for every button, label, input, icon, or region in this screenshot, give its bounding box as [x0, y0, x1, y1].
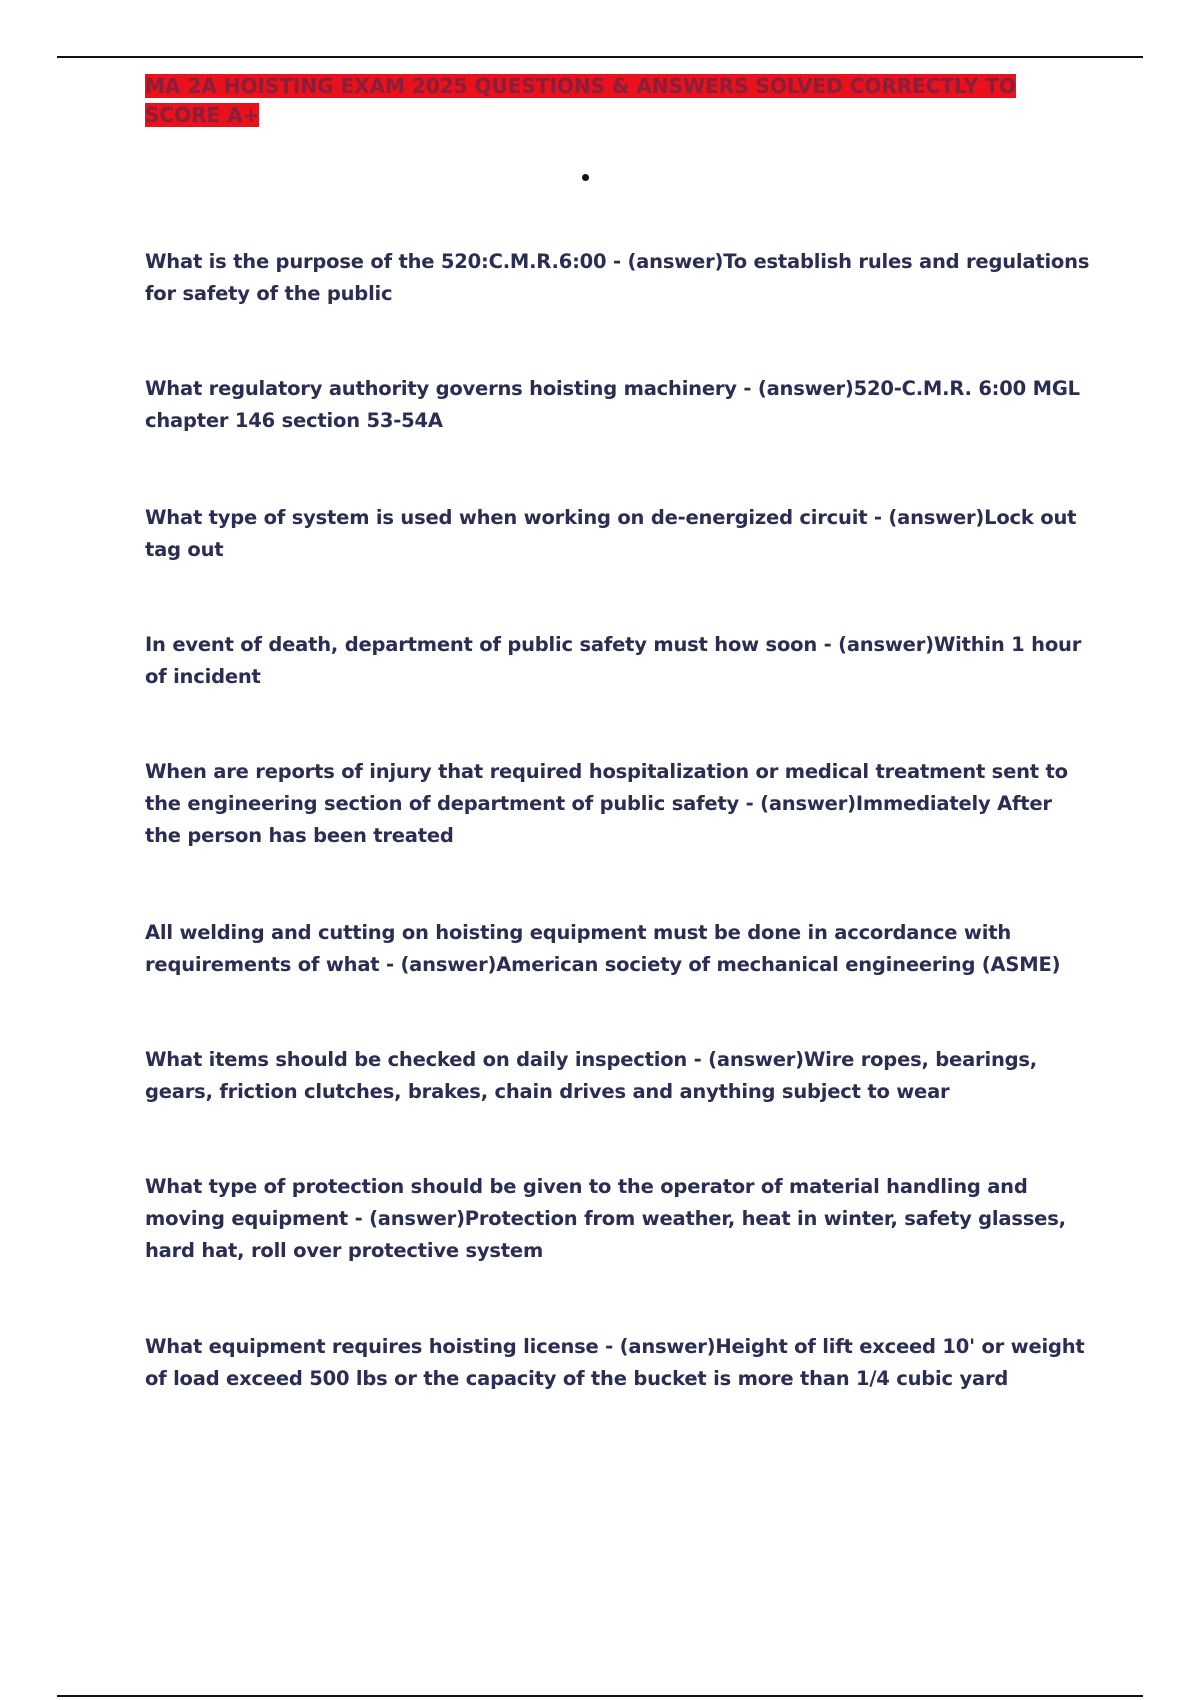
qa-item: What regulatory authority governs hoisting machinery - (answer)520-C.M.R. 6:00 MGL chapter 146 section 53-54A: [145, 377, 1080, 432]
qa-item: What items should be checked on daily inspection - (answer)Wire ropes, bearings, gears, friction clutches, brakes, chain drives and anything subject to wear: [145, 1048, 1037, 1103]
qa-item: What type of system is used when working on de-energized circuit - (answer)Lock out tag out: [145, 506, 1077, 561]
document-title-text: MA 2A HOISTING EXAM 2025 QUESTIONS & ANSWERS SOLVED CORRECTLY TO SCORE A+: [145, 74, 1016, 127]
qa-item: What is the purpose of the 520:C.M.R.6:00 - (answer)To establish rules and regulations for safety of the public: [145, 250, 1090, 305]
qa-item: What equipment requires hoisting license - (answer)Height of lift exceed 10' or weight of load exceed 500 lbs or the capacity of the bucket is more than 1/4 cubic yard: [145, 1335, 1085, 1390]
qa-item: What type of protection should be given to the operator of material handling and moving equipment - (answer)Protection from weather, heat in winter, safety glasses, hard hat, roll over protective system: [145, 1175, 1066, 1262]
bottom-rule: [57, 1695, 1143, 1697]
qa-item: In event of death, department of public safety must how soon - (answer)Within 1 hour of incident: [145, 633, 1082, 688]
top-rule: [57, 56, 1143, 58]
bullet-dot: [582, 174, 589, 181]
qa-item: All welding and cutting on hoisting equipment must be done in accordance with requirements of what - (answer)American society of mechanical engineering (ASME): [145, 921, 1061, 976]
document-title: [145, 72, 1085, 130]
qa-item: When are reports of injury that required hospitalization or medical treatment sent to the engineering section of department of public safety - (answer)Immediately After the person has been treated: [145, 760, 1068, 847]
